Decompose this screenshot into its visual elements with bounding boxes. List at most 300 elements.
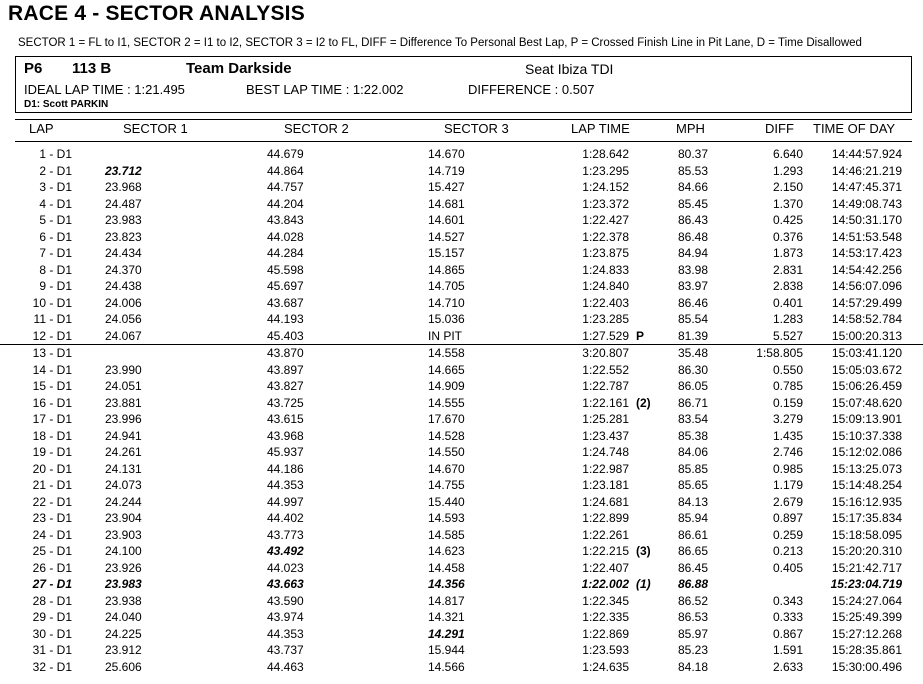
lap-cell: 22 - D1 <box>32 494 72 509</box>
lap-cell: 9 - D1 <box>39 279 72 293</box>
time-of-day-cell: 15:03:41.120 <box>831 346 902 360</box>
diff-cell: 1.873 <box>772 246 803 260</box>
diff-cell: 1.370 <box>772 196 803 211</box>
diff-cell: 6.640 <box>772 147 803 161</box>
col-sector1-header: SECTOR 1 <box>123 121 188 136</box>
time-of-day-cell: 14:46:21.219 <box>831 163 902 178</box>
time-of-day-cell: 15:30:00.496 <box>831 659 902 674</box>
lap-cell: 6 - D1 <box>39 229 72 244</box>
sector2-cell: 45.598 <box>267 262 304 277</box>
time-of-day-cell: 15:12:02.086 <box>831 445 902 459</box>
time-of-day-cell: 15:07:48.620 <box>831 395 902 410</box>
sector3-cell: 15.440 <box>428 494 465 509</box>
sector1-cell: 24.006 <box>105 295 142 310</box>
lap-cell: 32 - D1 <box>32 659 72 674</box>
diff-cell: 0.405 <box>772 560 803 575</box>
time-of-day-cell: 14:51:53.548 <box>831 229 902 244</box>
lap-table-body <box>0 146 923 675</box>
mph-cell: 86.65 <box>677 544 708 558</box>
sector3-cell: 14.527 <box>428 229 465 244</box>
sector2-cell: 43.843 <box>267 213 304 227</box>
mph-cell: 86.05 <box>677 379 708 393</box>
diff-cell: 0.159 <box>772 395 803 410</box>
sector3-cell: 14.755 <box>428 478 465 492</box>
laptime-cell: 1:23.437 <box>582 428 629 443</box>
diff-cell: 0.985 <box>772 461 803 476</box>
page-title: RACE 4 - SECTOR ANALYSIS <box>8 2 305 25</box>
table-row <box>0 576 923 593</box>
sector3-cell: 14.555 <box>428 395 465 410</box>
sector2-cell: 43.773 <box>267 527 304 542</box>
sector3-cell: 14.528 <box>428 428 465 443</box>
sector1-cell: 24.261 <box>105 445 142 459</box>
mph-cell: 86.46 <box>677 295 708 310</box>
mph-cell: 86.71 <box>677 395 708 410</box>
table-row <box>0 494 923 511</box>
sector2-cell: 43.737 <box>267 643 304 657</box>
lap-cell: 14 - D1 <box>32 362 72 377</box>
diff-cell: 0.333 <box>772 610 803 624</box>
diff-cell: 0.213 <box>772 544 803 558</box>
sector3-cell: 15.427 <box>428 180 465 194</box>
sector1-cell: 23.903 <box>105 527 142 542</box>
diff-cell: 0.401 <box>772 295 803 310</box>
col-mph-header: MPH <box>676 121 705 136</box>
sector3-cell: 14.705 <box>428 279 465 293</box>
sector2-cell: 44.463 <box>267 659 304 674</box>
laptime-cell: 1:22.002 <box>581 577 629 591</box>
sector3-cell: 14.623 <box>428 544 465 558</box>
team-name: Team Darkside <box>186 60 292 77</box>
table-row <box>0 626 923 643</box>
laptime-cell: 1:22.899 <box>582 511 629 525</box>
laptime-cell: 1:22.987 <box>582 461 629 476</box>
sector2-cell: 44.353 <box>267 478 304 492</box>
time-of-day-cell: 15:09:13.901 <box>831 412 902 426</box>
laptime-cell: 1:25.281 <box>582 412 629 426</box>
laptime-cell: 1:27.529 <box>582 328 629 343</box>
laptime-cell: 1:22.787 <box>582 379 629 393</box>
sector2-cell: 44.028 <box>267 229 304 244</box>
driver-name: D1: Scott PARKIN <box>24 99 109 110</box>
sector3-cell: 14.865 <box>428 262 465 277</box>
table-row <box>0 146 923 163</box>
mph-cell: 86.48 <box>677 229 708 244</box>
sector3-cell: 14.458 <box>428 560 465 575</box>
mph-cell: 84.66 <box>677 180 708 194</box>
sector1-cell: 23.926 <box>105 560 142 575</box>
table-row <box>0 395 923 412</box>
sector3-cell: 14.550 <box>428 445 465 459</box>
sector2-cell: 43.968 <box>267 428 304 443</box>
time-of-day-cell: 14:58:52.784 <box>831 312 902 326</box>
table-row <box>0 642 923 659</box>
lap-cell: 21 - D1 <box>32 478 72 492</box>
mph-cell: 86.52 <box>677 593 708 608</box>
table-row <box>0 543 923 560</box>
sector2-cell: 45.403 <box>267 328 304 343</box>
lap-cell: 15 - D1 <box>32 379 72 393</box>
time-of-day-cell: 14:44:57.924 <box>831 147 902 161</box>
sector3-cell: 14.909 <box>428 379 465 393</box>
laptime-cell: 1:22.403 <box>582 295 629 310</box>
table-row <box>0 179 923 196</box>
sector3-cell: 15.036 <box>428 312 465 326</box>
table-row <box>0 278 923 295</box>
sector2-cell: 44.353 <box>267 626 304 641</box>
table-row <box>0 196 923 213</box>
car-number: 113 B <box>72 60 112 77</box>
lap-cell: 23 - D1 <box>32 511 72 525</box>
time-of-day-cell: 15:27:12.268 <box>831 626 902 641</box>
lap-cell: 28 - D1 <box>32 593 72 608</box>
time-of-day-cell: 15:25:49.399 <box>831 610 902 624</box>
diff-cell: 0.550 <box>772 362 803 377</box>
sector1-cell: 24.073 <box>105 478 142 492</box>
sector2-cell: 43.492 <box>267 544 304 558</box>
lap-cell: 11 - D1 <box>33 312 72 326</box>
mph-cell: 85.54 <box>677 312 708 326</box>
sector1-cell: 23.912 <box>105 643 142 657</box>
sector1-cell: 24.438 <box>105 279 142 293</box>
time-of-day-cell: 15:18:58.095 <box>831 527 902 542</box>
table-row <box>0 477 923 494</box>
sector1-cell: 24.370 <box>105 262 142 277</box>
diff-cell: 0.867 <box>772 626 803 641</box>
diff-cell: 0.897 <box>772 511 803 525</box>
sector1-cell: 23.968 <box>105 180 142 194</box>
laptime-cell: 1:22.407 <box>582 560 629 575</box>
laptime-cell: 1:23.372 <box>582 196 629 211</box>
sector1-cell: 24.244 <box>105 494 142 509</box>
laptime-cell: 1:23.875 <box>582 246 629 260</box>
time-of-day-cell: 14:50:31.170 <box>831 213 902 227</box>
sector2-cell: 44.284 <box>267 246 304 260</box>
time-of-day-cell: 15:20:20.310 <box>831 544 902 558</box>
sector2-cell: 44.997 <box>267 494 304 509</box>
lap-cell: 17 - D1 <box>32 412 72 426</box>
time-of-day-cell: 14:47:45.371 <box>831 180 902 194</box>
lap-cell: 8 - D1 <box>39 262 72 277</box>
mph-cell: 85.94 <box>677 511 708 525</box>
table-header <box>0 121 923 139</box>
mph-cell: 84.18 <box>677 659 708 674</box>
mph-cell: 85.45 <box>677 196 708 211</box>
table-row <box>0 344 923 362</box>
col-sector3-header: SECTOR 3 <box>444 121 509 136</box>
sector3-cell: 14.670 <box>428 461 465 476</box>
diff-cell: 1:58.805 <box>756 346 803 360</box>
sector3-cell: 14.356 <box>428 577 465 591</box>
sector2-cell: 43.897 <box>267 362 304 377</box>
laptime-cell: 1:24.635 <box>582 659 629 674</box>
sector1-cell: 24.434 <box>105 246 142 260</box>
sector3-cell: 14.710 <box>428 295 465 310</box>
mph-cell: 85.85 <box>677 461 708 476</box>
sector2-cell: 44.864 <box>267 163 304 178</box>
lap-cell: 31 - D1 <box>32 643 72 657</box>
sector1-cell: 23.990 <box>105 362 142 377</box>
lap-cell: 5 - D1 <box>39 213 72 227</box>
flag-cell: (2) <box>636 395 651 410</box>
sector2-cell: 44.193 <box>267 312 304 326</box>
table-row <box>0 362 923 379</box>
sector1-cell: 24.225 <box>105 626 142 641</box>
diff-cell: 3.279 <box>772 412 803 426</box>
sector1-cell: 23.983 <box>105 577 142 591</box>
col-laptime-header: LAP TIME <box>571 121 630 136</box>
table-row <box>0 560 923 577</box>
laptime-cell: 1:22.161 <box>582 395 629 410</box>
sector2-cell: 43.687 <box>267 295 304 310</box>
sector3-cell: 14.670 <box>428 147 465 161</box>
mph-cell: 35.48 <box>677 346 708 360</box>
sector3-cell: 14.665 <box>428 362 465 377</box>
diff-cell: 0.259 <box>772 527 803 542</box>
sector3-cell: 14.321 <box>428 610 465 624</box>
sector1-cell: 24.131 <box>105 461 142 476</box>
sector2-cell: 44.204 <box>267 196 304 211</box>
mph-cell: 85.23 <box>677 643 708 657</box>
lap-cell: 18 - D1 <box>32 428 72 443</box>
mph-cell: 86.88 <box>677 577 708 591</box>
time-of-day-cell: 15:13:25.073 <box>831 461 902 476</box>
sector1-cell: 23.823 <box>105 229 142 244</box>
lap-cell: 30 - D1 <box>32 626 72 641</box>
diff-cell: 0.343 <box>772 593 803 608</box>
sector2-cell: 45.937 <box>267 445 304 459</box>
diff-cell: 2.679 <box>772 494 803 509</box>
mph-cell: 86.61 <box>677 527 708 542</box>
mph-cell: 83.97 <box>677 279 708 293</box>
sector1-cell: 23.938 <box>105 593 142 608</box>
mph-cell: 80.37 <box>677 147 708 161</box>
diff-cell: 0.425 <box>772 213 803 227</box>
laptime-cell: 1:22.261 <box>582 527 629 542</box>
table-row <box>0 593 923 610</box>
lap-cell: 25 - D1 <box>32 544 72 558</box>
mph-cell: 86.53 <box>677 610 708 624</box>
time-of-day-cell: 14:49:08.743 <box>831 196 902 211</box>
car-model: Seat Ibiza TDI <box>525 61 614 77</box>
diff-cell: 0.785 <box>772 379 803 393</box>
sector3-cell: 14.601 <box>428 213 465 227</box>
sector2-cell: 43.827 <box>267 379 304 393</box>
lap-cell: 2 - D1 <box>39 163 72 178</box>
difference: DIFFERENCE : 0.507 <box>468 82 595 97</box>
sector1-cell: 23.904 <box>105 511 142 525</box>
lap-cell: 1 - D1 <box>39 147 72 161</box>
lap-cell: 29 - D1 <box>32 610 72 624</box>
sector2-cell: 44.679 <box>267 147 304 161</box>
sector1-cell: 24.487 <box>105 196 142 211</box>
mph-cell: 85.53 <box>677 163 708 178</box>
mph-cell: 84.06 <box>677 445 708 459</box>
sector1-cell: 24.941 <box>105 428 142 443</box>
laptime-cell: 1:24.840 <box>582 279 629 293</box>
sector3-cell: 15.944 <box>428 643 465 657</box>
lap-cell: 19 - D1 <box>32 445 72 459</box>
col-lap-header: LAP <box>29 121 54 136</box>
diff-cell: 2.150 <box>772 180 803 194</box>
laptime-cell: 1:24.833 <box>582 262 629 277</box>
time-of-day-cell: 15:10:37.338 <box>831 428 902 443</box>
sector1-cell: 24.100 <box>105 544 142 558</box>
table-row <box>0 461 923 478</box>
mph-cell: 84.13 <box>677 494 708 509</box>
mph-cell: 84.94 <box>677 246 708 260</box>
lap-cell: 24 - D1 <box>32 527 72 542</box>
sector1-cell: 23.996 <box>105 412 142 426</box>
table-row <box>0 328 923 345</box>
diff-cell: 1.591 <box>772 643 803 657</box>
sector1-cell: 23.881 <box>105 395 142 410</box>
mph-cell: 86.45 <box>677 560 708 575</box>
laptime-cell: 1:22.427 <box>582 213 629 227</box>
table-row <box>0 378 923 395</box>
laptime-cell: 1:22.345 <box>582 593 629 608</box>
position: P6 <box>24 60 43 77</box>
laptime-cell: 3:20.807 <box>582 346 629 360</box>
lap-cell: 3 - D1 <box>39 180 72 194</box>
sector2-cell: 43.725 <box>267 395 304 410</box>
col-sector2-header: SECTOR 2 <box>284 121 349 136</box>
table-row <box>0 609 923 626</box>
laptime-cell: 1:22.552 <box>582 362 629 377</box>
diff-cell: 1.283 <box>772 312 803 326</box>
sector1-cell: 25.606 <box>105 659 142 674</box>
diff-cell: 2.633 <box>772 659 803 674</box>
time-of-day-cell: 15:23:04.719 <box>830 577 902 591</box>
table-row <box>0 510 923 527</box>
diff-cell: 2.746 <box>772 445 803 459</box>
flag-cell: (1) <box>636 577 651 591</box>
diff-cell: 2.831 <box>772 262 803 277</box>
laptime-cell: 1:24.748 <box>582 445 629 459</box>
sector2-cell: 45.697 <box>267 279 304 293</box>
sector3-cell: 14.558 <box>428 346 465 360</box>
sector3-cell: 15.157 <box>428 246 465 260</box>
laptime-cell: 1:22.215 <box>582 544 629 558</box>
mph-cell: 85.65 <box>677 478 708 492</box>
sector3-cell: 14.585 <box>428 527 465 542</box>
legend-text: SECTOR 1 = FL to I1, SECTOR 2 = I1 to I2, SECTOR 3 = I2 to FL, DIFF = Difference To Personal Best Lap, P = Crossed Finish Line in Pit Lane, D = Time Disallowed <box>18 37 862 49</box>
time-of-day-cell: 15:16:12.935 <box>831 494 902 509</box>
diff-cell: 2.838 <box>772 279 803 293</box>
sector2-cell: 44.186 <box>267 461 304 476</box>
diff-cell: 5.527 <box>772 328 803 343</box>
diff-cell: 1.179 <box>772 478 803 492</box>
mph-cell: 83.98 <box>677 262 708 277</box>
time-of-day-cell: 15:21:42.717 <box>831 560 902 575</box>
mph-cell: 85.97 <box>677 626 708 641</box>
laptime-cell: 1:22.335 <box>582 610 629 624</box>
sector2-cell: 44.402 <box>267 511 304 525</box>
flag-cell: (3) <box>636 544 651 558</box>
lap-cell: 16 - D1 <box>32 395 72 410</box>
laptime-cell: 1:24.152 <box>582 180 629 194</box>
table-row <box>0 295 923 312</box>
lap-cell: 13 - D1 <box>32 346 72 360</box>
mph-cell: 86.43 <box>677 213 708 227</box>
sector1-cell: 23.983 <box>105 213 142 227</box>
sector3-cell: IN PIT <box>428 328 463 343</box>
time-of-day-cell: 14:53:17.423 <box>831 246 902 260</box>
sector2-cell: 43.615 <box>267 412 304 426</box>
mph-cell: 83.54 <box>677 412 708 426</box>
laptime-cell: 1:24.681 <box>582 494 629 509</box>
sector2-cell: 43.663 <box>267 577 304 591</box>
sector3-cell: 14.681 <box>428 196 465 211</box>
time-of-day-cell: 15:17:35.834 <box>831 511 902 525</box>
table-row <box>0 229 923 246</box>
lap-cell: 4 - D1 <box>39 196 72 211</box>
diff-cell: 1.435 <box>772 428 803 443</box>
table-row <box>0 411 923 428</box>
sector3-cell: 14.566 <box>428 659 465 674</box>
table-row <box>0 311 923 328</box>
sector1-cell: 23.712 <box>105 163 142 178</box>
time-of-day-cell: 15:14:48.254 <box>831 478 902 492</box>
table-row <box>0 527 923 544</box>
diff-cell: 0.376 <box>772 229 803 244</box>
lap-cell: 7 - D1 <box>39 246 72 260</box>
time-of-day-cell: 15:00:20.313 <box>831 328 902 343</box>
sector1-cell: 24.056 <box>105 312 142 326</box>
time-of-day-cell: 14:57:29.499 <box>831 295 902 310</box>
sector1-cell: 24.051 <box>105 379 142 393</box>
laptime-cell: 1:23.295 <box>582 163 629 178</box>
table-row <box>0 262 923 279</box>
lap-cell: 20 - D1 <box>32 461 72 476</box>
table-row <box>0 444 923 461</box>
entry-info-box <box>15 56 912 113</box>
time-of-day-cell: 15:06:26.459 <box>831 379 902 393</box>
sector1-cell: 24.040 <box>105 610 142 624</box>
sector3-cell: 14.291 <box>428 626 465 641</box>
laptime-cell: 1:28.642 <box>582 147 629 161</box>
lap-cell: 10 - D1 <box>32 295 72 310</box>
table-row <box>0 212 923 229</box>
sector3-cell: 17.670 <box>428 412 465 426</box>
sector3-cell: 14.719 <box>428 163 465 178</box>
table-row <box>0 428 923 445</box>
sector2-cell: 43.870 <box>267 346 304 360</box>
mph-cell: 86.30 <box>677 362 708 377</box>
laptime-cell: 1:23.181 <box>582 478 629 492</box>
sector2-cell: 44.023 <box>267 560 304 575</box>
diff-cell: 1.293 <box>772 163 803 178</box>
sector2-cell: 43.590 <box>267 593 304 608</box>
time-of-day-cell: 15:24:27.064 <box>831 593 902 608</box>
sector2-cell: 43.974 <box>267 610 304 624</box>
best-lap-time: BEST LAP TIME : 1:22.002 <box>246 82 404 97</box>
laptime-cell: 1:23.593 <box>582 643 629 657</box>
table-row <box>0 245 923 262</box>
lap-cell: 12 - D1 <box>32 328 72 343</box>
table-row <box>0 659 923 676</box>
col-tod-header: TIME OF DAY <box>813 121 896 136</box>
time-of-day-cell: 15:05:03.672 <box>831 362 902 377</box>
col-diff-header: DIFF <box>765 121 794 136</box>
sector2-cell: 44.757 <box>267 180 304 194</box>
time-of-day-cell: 15:28:35.861 <box>831 643 902 657</box>
table-row <box>0 163 923 180</box>
laptime-cell: 1:23.285 <box>582 312 629 326</box>
sector1-cell: 24.067 <box>105 328 142 343</box>
time-of-day-cell: 14:54:42.256 <box>831 262 902 277</box>
mph-cell: 85.38 <box>677 428 708 443</box>
